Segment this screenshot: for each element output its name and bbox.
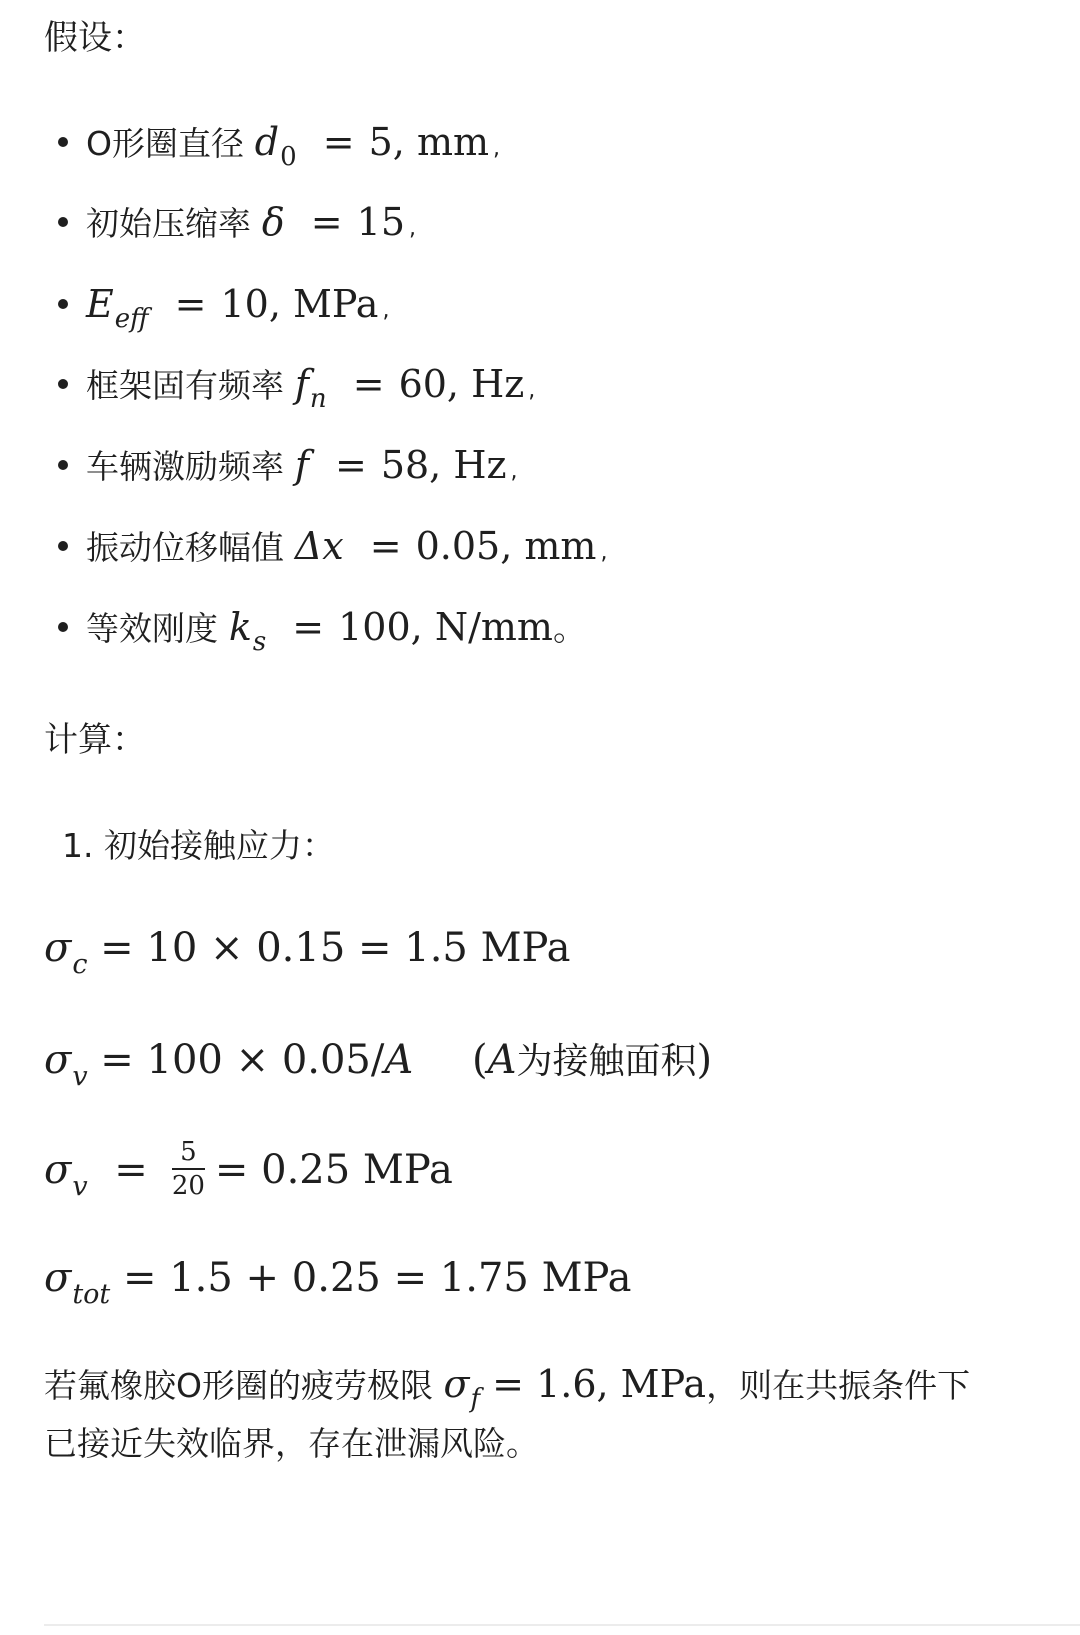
assumption-value: 0.05, mm (415, 524, 597, 568)
assumption-punct: , (510, 459, 518, 484)
assumption-symbol: f (294, 443, 309, 487)
conclusion-text-post: ，则在共振条件下 (706, 1366, 971, 1405)
assumption-punct: , (409, 216, 416, 241)
assumption-punct: , (600, 540, 608, 565)
assumption-value: 15 (356, 200, 405, 244)
assumption-punct: , (493, 136, 501, 161)
assumption-subscript: n (309, 384, 327, 414)
assumption-item-compression (58, 200, 416, 251)
formula-symbol: σ (44, 925, 72, 971)
formula-subscript: c (72, 949, 88, 980)
conclusion-formula (443, 1362, 707, 1414)
assumption-formula: δ = 15 (261, 200, 405, 244)
bullet-icon (58, 379, 68, 389)
bullet-icon (58, 541, 68, 551)
assumption-label: 振动位移幅值 (86, 528, 284, 567)
assumption-value: 10, MPa (220, 282, 379, 326)
bullet-icon (58, 460, 68, 470)
formula-rhs: = 100 × 0.05/ (100, 1037, 385, 1083)
fraction-numerator: 5 (172, 1138, 205, 1170)
formula-rhs: = 10 × 0.15 = 1.5 MPa (100, 925, 571, 971)
assumption-label: O形圈直径 (86, 124, 244, 163)
assumption-symbol: d (254, 120, 280, 164)
assumption-value: 5, mm (368, 120, 490, 164)
assumption-symbol: k (228, 605, 252, 649)
formula-area-symbol: A (384, 1037, 414, 1083)
assumption-formula: f = 58, Hz (294, 443, 507, 487)
assumption-label: 初始压缩率 (86, 204, 251, 243)
assumption-item-displacement (58, 524, 607, 575)
assumption-formula: $d_0 = 5$, mm (254, 120, 490, 172)
conclusion-line-2: 已接近失效临界，存在泄漏风险。 (44, 1424, 539, 1463)
assumption-symbol: E (86, 282, 114, 326)
conclusion-line-1 (44, 1362, 971, 1414)
assumption-label: 等效刚度 (86, 609, 218, 648)
formula-symbol: σ (44, 1037, 72, 1083)
conclusion-symbol: σ (443, 1362, 470, 1406)
conclusion-text: 若氟橡胶O形圈的疲劳极限 (44, 1366, 433, 1405)
assumption-formula: $f_n = 60$, Hz (294, 362, 525, 414)
conclusion-value: = 1.6, MPa (492, 1362, 707, 1406)
formula-vibration-stress (44, 1033, 713, 1092)
formula-note-text: 为接触面积 (516, 1041, 697, 1082)
assumption-symbol: f (294, 362, 309, 406)
assumption-item-stiffness (58, 605, 587, 657)
assumption-item-excitation-frequency (58, 443, 518, 494)
assumption-item-natural-frequency (58, 362, 535, 413)
formula-rhs: = 1.5 + 0.25 = 1.75 MPa (123, 1255, 632, 1301)
assumption-punct: 。 (552, 609, 587, 649)
assumption-value: 58, Hz (380, 443, 507, 487)
assumption-subscript: 0 (280, 142, 297, 172)
assumption-value: 60, Hz (398, 362, 525, 406)
assumption-punct: , (528, 378, 536, 403)
assumption-value: 100, N/mm (338, 605, 553, 649)
fraction (172, 1138, 205, 1200)
assumptions-heading: 假设： (44, 18, 146, 58)
bullet-icon (58, 217, 68, 227)
divider (44, 1624, 1080, 1626)
bullet-icon (58, 622, 68, 632)
formula-subscript: tot (72, 1279, 111, 1310)
bullet-icon (58, 137, 68, 147)
conclusion-subscript: f (470, 1384, 481, 1414)
calc-heading: 计算： (44, 720, 146, 760)
formula-vibration-stress-value: $\sigma_v$ = $\frac{5}{20}$ = 0.25 MPa (44, 1137, 453, 1202)
assumption-item-modulus (58, 282, 389, 333)
formula-subscript: v (72, 1061, 88, 1092)
assumption-symbol: δ (261, 200, 285, 244)
assumption-label: 框架固有频率 (86, 366, 284, 405)
assumption-punct: , (382, 298, 390, 323)
bullet-icon (58, 299, 68, 309)
formula-note: (A为接触面积) (471, 1037, 713, 1083)
assumption-formula: Δx = 0.05, mm (294, 524, 597, 568)
assumption-item-diameter (58, 120, 500, 171)
formula-symbol: σ (44, 1147, 72, 1193)
assumption-label: 车辆激励频率 (86, 447, 284, 486)
formula-note-symbol: A (487, 1037, 517, 1083)
formula-rhs: = 0.25 MPa (214, 1147, 453, 1193)
assumption-subscript: s (252, 627, 267, 657)
formula-contact-stress (44, 925, 571, 980)
assumption-symbol: Δx (294, 524, 344, 568)
assumption-subscript: eff (114, 304, 149, 334)
formula-symbol: σ (44, 1255, 72, 1301)
step-1-label: 1. 初始接触应力： (62, 826, 335, 865)
assumption-formula: $k_s = 100$, N/mm (228, 605, 553, 657)
formula-total-stress (44, 1255, 632, 1310)
formula-subscript: v (72, 1171, 88, 1202)
assumption-formula: $E_{eff} = 10$, MPa (86, 282, 379, 334)
fraction-denominator: 20 (171, 1171, 205, 1201)
